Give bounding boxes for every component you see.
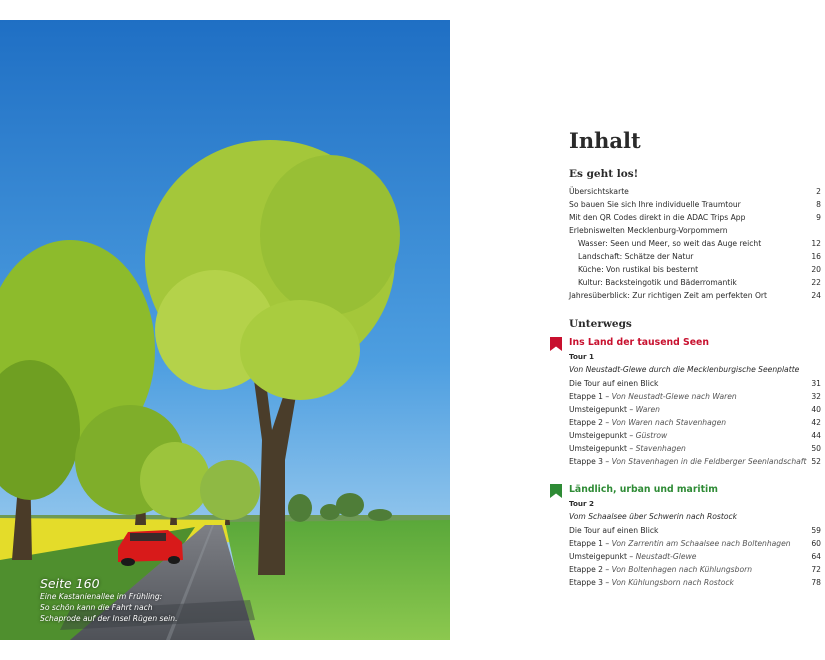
entry-text: Etappe 1 – [569, 539, 612, 548]
red-convertible-car [118, 530, 183, 566]
toc-entry-page: 60 [811, 539, 821, 548]
entry-subtext: Von Zarrentin am Schaalsee nach Boltenhagen [611, 539, 791, 548]
toc-entry-label: Kultur: Backsteingotik und Bäderromantik [578, 278, 737, 287]
toc-entry-label [569, 429, 667, 442]
tour-1-description: Von Neustadt-Glewe durch die Mecklenburgische Seenplatte [569, 365, 800, 374]
toc-entry-page: 22 [811, 278, 821, 287]
toc-entry[interactable] [569, 198, 821, 211]
toc-entry-label [569, 524, 658, 537]
toc-entry-page: 44 [811, 431, 821, 440]
toc-entry-label: Übersichtskarte [569, 187, 629, 196]
caption-line: So schön kann die Fahrt nach [40, 603, 153, 613]
entry-text: Etappe 3 – [569, 578, 612, 587]
toc-entry[interactable] [569, 524, 821, 537]
entry-subtext: Neustadt-Glewe [635, 552, 697, 561]
toc-entry-label [569, 537, 791, 550]
chestnut-avenue-photo [0, 20, 450, 640]
toc-entry[interactable] [569, 442, 821, 455]
toc-entry-label: Jahresüberblick: Zur richtigen Zeit am perfekten Ort [569, 291, 768, 300]
toc-entry[interactable] [569, 416, 821, 429]
caption-line: Eine Kastanienallee im Frühling: [40, 592, 163, 601]
toc-entry-label: Mit den QR Codes direkt in die ADAC Trips App [569, 213, 746, 222]
toc-entry-label [569, 403, 660, 416]
section-heading-unterwegs: Unterwegs [569, 318, 632, 330]
toc-entry[interactable] [569, 276, 821, 289]
caption-title: Seite 160 [40, 576, 100, 591]
section-heading-es-geht-los: Es geht los! [569, 168, 639, 180]
toc-entry-page: 42 [811, 418, 821, 427]
toc-entry-label [569, 563, 752, 576]
toc-entry-label [569, 550, 696, 563]
entry-subtext: Von Stavenhagen in die Feldberger Seenlandschaft [611, 457, 807, 466]
entry-subtext: Von Kühlungsborn nach Rostock [611, 578, 734, 587]
entry-text: Etappe 2 – [569, 565, 612, 574]
toc-entry[interactable] [569, 289, 821, 302]
toc-entry[interactable] [569, 237, 821, 250]
toc-entry-page: 2 [816, 187, 821, 196]
bookmark-flag-icon [550, 484, 562, 498]
toc-entry-page: 9 [816, 213, 821, 222]
toc-entry-page: 20 [811, 265, 821, 274]
entry-subtext: Güstrow [635, 431, 668, 440]
toc-entry[interactable] [569, 390, 821, 403]
toc-entry[interactable] [569, 537, 821, 550]
toc-entry-page: 24 [811, 291, 821, 300]
toc-entry-label [569, 576, 734, 589]
entry-text: Die Tour auf einen Blick [569, 379, 659, 388]
photo-illustration [0, 20, 450, 640]
tour-1-number: Tour 1 [569, 352, 595, 361]
toc-entry-page: 8 [816, 200, 821, 209]
toc-entry-label: Küche: Von rustikal bis besternt [578, 265, 699, 274]
entry-text: Umsteigepunkt – [569, 431, 636, 440]
toc-entry [569, 224, 821, 237]
entry-subtext: Von Neustadt-Glewe nach Waren [611, 392, 737, 401]
entry-text: Umsteigepunkt – [569, 405, 636, 414]
entry-text: Etappe 2 – [569, 418, 612, 427]
toc-entry[interactable] [569, 563, 821, 576]
toc-entry[interactable] [569, 263, 821, 276]
toc-entry-label: Wasser: Seen und Meer, so weit das Auge reicht [578, 239, 762, 248]
toc-entry-label [569, 416, 726, 429]
toc-entry[interactable] [569, 211, 821, 224]
toc-entry[interactable] [569, 550, 821, 563]
entry-text: Die Tour auf einen Blick [569, 526, 659, 535]
toc-entry-page: 50 [811, 444, 821, 453]
entry-subtext: Stavenhagen [635, 444, 686, 453]
toc-entry[interactable] [569, 576, 821, 589]
toc-entry-page: 32 [811, 392, 821, 401]
tour-2-title[interactable]: Ländlich, urban und maritim [569, 484, 718, 495]
entry-text: Umsteigepunkt – [569, 444, 636, 453]
toc-entry-page: 59 [811, 526, 821, 535]
entry-text: Umsteigepunkt – [569, 552, 636, 561]
page-title: Inhalt [569, 128, 641, 153]
toc-entry-page: 52 [811, 457, 821, 466]
toc-entry-page: 64 [811, 552, 821, 561]
toc-entry-label [569, 377, 658, 390]
toc-entry[interactable] [569, 250, 821, 263]
toc-entry[interactable] [569, 377, 821, 390]
toc-entry[interactable] [569, 185, 821, 198]
toc-entry-page: 16 [811, 252, 821, 261]
bookmark-flag-icon [550, 337, 562, 351]
tour-2-number: Tour 2 [569, 499, 595, 508]
toc-entry-page: 78 [811, 578, 821, 587]
toc-entry-label [569, 442, 686, 455]
toc-entry-page: 40 [811, 405, 821, 414]
toc-entry-page: 72 [811, 565, 821, 574]
entry-text: Etappe 3 – [569, 457, 612, 466]
toc-entry[interactable] [569, 403, 821, 416]
entry-subtext: Von Boltenhagen nach Kühlungsborn [611, 565, 753, 574]
toc-entry[interactable] [569, 455, 821, 468]
entry-text: Etappe 1 – [569, 392, 612, 401]
caption-text [40, 591, 190, 625]
tour-1-title[interactable]: Ins Land der tausend Seen [569, 337, 709, 348]
entry-subtext: Von Waren nach Stavenhagen [611, 418, 727, 427]
toc-entry-label: Landschaft: Schätze der Natur [578, 252, 694, 261]
toc-entry-label [569, 390, 737, 403]
toc-entry-label: So bauen Sie sich Ihre individuelle Traumtour [569, 200, 741, 209]
toc-entry-label: Erlebniswelten Mecklenburg-Vorpommern [569, 226, 728, 235]
tour-2-description: Vom Schaalsee über Schwerin nach Rostock [569, 512, 738, 521]
toc-entry-page: 31 [811, 379, 821, 388]
toc-entry[interactable] [569, 429, 821, 442]
toc-entry-label [569, 455, 806, 468]
entry-subtext: Waren [635, 405, 660, 414]
caption-line: Schaprode auf der Insel Rügen sein. [40, 614, 178, 624]
toc-entry-page: 12 [811, 239, 821, 248]
